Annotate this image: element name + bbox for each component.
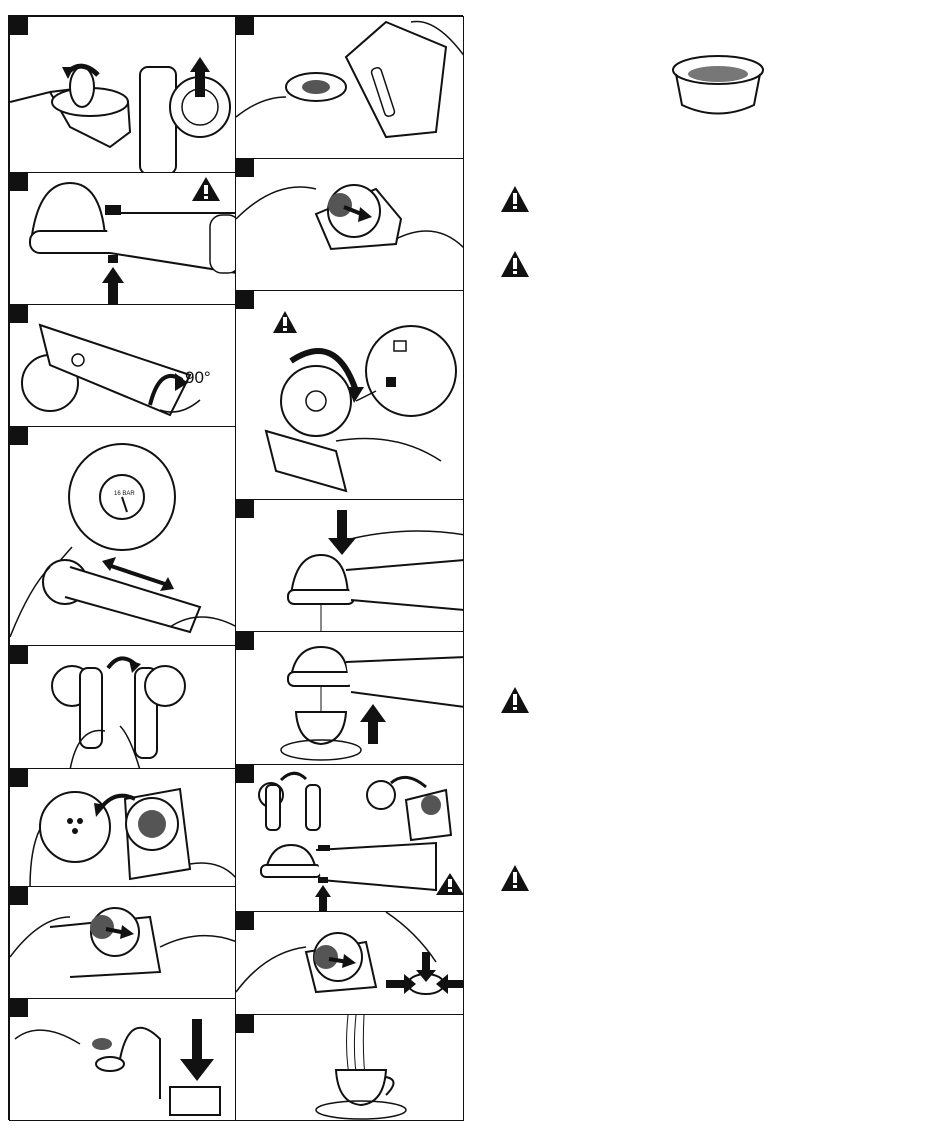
open-handle-illustration xyxy=(10,646,236,769)
warning-triangle-icon xyxy=(500,250,530,278)
enjoy-coffee-illustration xyxy=(236,1015,464,1121)
step-panel-5 xyxy=(9,304,236,427)
step-panel-4 xyxy=(235,158,464,291)
step-panel-14 xyxy=(235,911,464,1015)
step-panel-15 xyxy=(9,998,236,1121)
step-panel-2 xyxy=(235,16,464,159)
step-panel-16 xyxy=(235,1014,464,1121)
remove-filter-illustration xyxy=(10,769,236,887)
pump-button-illustration xyxy=(236,500,464,632)
disassemble-illustration xyxy=(236,765,464,912)
step-panel-6 xyxy=(235,290,464,500)
add-coffee-illustration xyxy=(10,999,236,1121)
rotation-label: 90° xyxy=(185,368,211,387)
step-panel-13 xyxy=(9,886,236,999)
step-panel-12 xyxy=(235,764,464,912)
step-panel-1 xyxy=(9,16,236,173)
warning-triangle-icon xyxy=(500,185,530,213)
open-lid-illustration xyxy=(10,17,236,173)
warning-triangle-icon xyxy=(500,864,530,892)
step-panel-8 xyxy=(235,499,464,632)
place-capsule-illustration xyxy=(236,159,464,291)
insert-filter-illustration xyxy=(10,887,236,999)
pressure-button-illustration xyxy=(10,173,236,305)
pressure-gauge-illustration xyxy=(10,427,236,646)
lock-head-illustration xyxy=(236,291,464,500)
warning-triangle-icon xyxy=(500,686,530,714)
step-panel-10 xyxy=(235,631,464,765)
instruction-grid xyxy=(8,15,463,1120)
step-panel-9 xyxy=(9,645,236,769)
step-panel-11 xyxy=(9,768,236,887)
pour-espresso-illustration xyxy=(236,632,464,765)
step-panel-7 xyxy=(9,426,236,646)
fill-water-illustration xyxy=(236,17,464,159)
tamp-capsule-illustration xyxy=(236,912,464,1015)
filter-basket-icon xyxy=(668,50,768,122)
step-panel-3 xyxy=(9,172,236,305)
gauge-label: 16 BAR xyxy=(114,491,135,497)
rotate-handle-illustration xyxy=(10,305,236,427)
